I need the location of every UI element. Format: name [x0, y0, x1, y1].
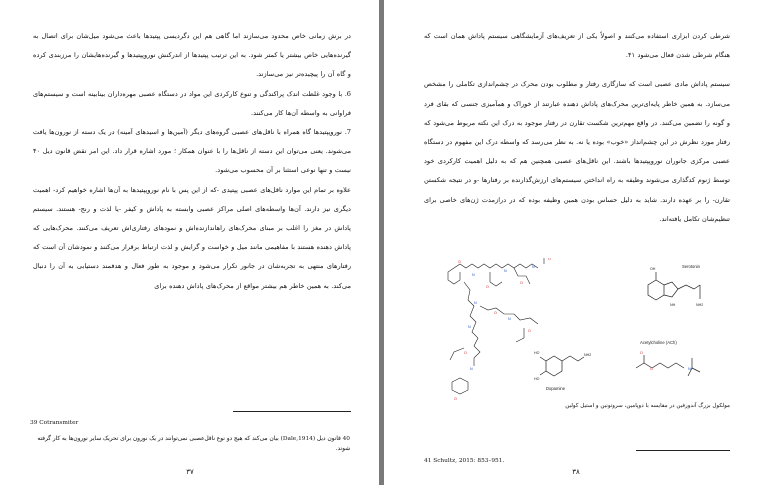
right-paragraph-2: سیستم پاداش مادی عصبی است که سازگاری رفتار و مطلوب بودن محرک در چشم‌اندازی تکاملی را مشخص می‌سازد. به همین خاطر پایه‌ای‌ترین محرک‌های پاداش دهنده عبارتند از خوراک و همآمیزی جنسی که بقای فرد و گونه را تضمین می‌کنند. در واقع مهم‌ترین شکست تقارن در رفتار موجود به درک این نکته مربوط می‌شود که رفتار مورد نظرش در این چشم‌انداز «خوب» بوده یا نه. به نظر می‌رسد که واسطه درک این مفهوم در دستگاه عصبی مرکزی جانوران نوروپپتیدها باشند. این ناقل‌های عصبی همچنین هم که به دلیل اهمیت کارکردی خود توسط ژنوم کدگذاری می‌شوند وظیفه به راه انداختن سیستم‌های ارزش‌گذارنده بر رفتارها -و در نتیجه شکستن تقارن- را بر عهده دارند. شاید به دلیل حساس بودن همین وظیفه بوده که در درازمدت ژن‌های خاصی برای تنظیم‌شان تکامل یافته‌اند. — [424, 80, 730, 223]
figure-caption: مولکول بزرگ آندورفین در مقایسه با دوپامین، سروتونین و استیل کولین — [565, 403, 730, 409]
svg-text:O: O — [528, 329, 531, 333]
left-paragraph-4: علاوه بر تمام این موارد ناقل‌های عصبی پپتیدی -که از این پس با نام نوروپپتیدها به آن‌ها اشاره خواهیم کرد- اهمیت دیگری نیز دارند. آن‌ها واسطه‌های اصلی مراکز عصبی وابسته به پاداش و کیفر -یا لذت و رنج- هستند. سیستم پاداش در مغز را اغلب بر مبنای محرک‌های راهاندازنده‌اش و نمودهای رفتاری‌اش تعریف می‌کنند. محرک‌هایی که پاداش دهنده هستند با مفاهیمی مانند میل و خواست و گرایش و لذت ارتباط برقرار می‌کنند و نمودشان آن است که رفتارهای منتهی به تجربه‌شان در جانور تکرار می‌شود و موجود به طور فعال و هدفمند دستیابی به آن را دنبال می‌کند. به همین خاطر هم بیشتر مواقع از محرک‌های پاداش دهنده برای — [33, 185, 351, 290]
svg-text:N: N — [504, 269, 507, 273]
dopamine-molecule — [540, 356, 584, 376]
ach-n-plus-label: N+ — [688, 367, 693, 371]
right-footnote-rule — [636, 450, 730, 451]
svg-text:N: N — [508, 317, 511, 321]
molecule-figure-svg — [424, 258, 724, 408]
left-page — [0, 0, 379, 485]
dopamine-label: Dopamine — [546, 386, 566, 391]
ach-carbonyl-oxygen: O — [640, 351, 643, 355]
right-paragraph-1: شرطی کردن ابزاری استفاده می‌کنند و اصولاً یکی از تعریف‌های آزمایشگاهی سیستم پاداش همان است که هنگام شرطی شدن فعال می‌شود ۴۱. — [424, 32, 730, 60]
serotonin-molecule — [648, 272, 700, 300]
svg-text:O: O — [548, 258, 551, 261]
serotonin-nh2-label: NH2 — [696, 303, 704, 307]
dopamine-ho-label-2: HO — [534, 377, 540, 381]
footnote-39: 39 Cotransmiter — [30, 420, 79, 426]
endorphin-molecule — [448, 258, 544, 394]
right-page — [384, 0, 768, 485]
left-paragraph-1: در برش زمانی خاص محدود می‌سازند اما گاهی هم این دگردیسی پپتیدها باعث می‌شود میل‌شان برای اتصال به گیرنده‌هایی خاص بیشتر یا کمتر شود. به این ترتیب پپتیدها از اندرکنش نوروپپتیدها و گیرنده‌هایشان را مرزبندی کرده و گاه آن را پیچیده‌تر نیز می‌سازند. — [33, 32, 351, 79]
dopamine-nh2-label: NH2 — [584, 353, 592, 357]
svg-text:O: O — [464, 351, 467, 355]
svg-text:O: O — [494, 311, 497, 315]
footnote-41: 41 Schultz, 2015: 853–951. — [424, 458, 505, 464]
left-footnote-rule — [233, 411, 351, 412]
svg-text:O: O — [458, 260, 461, 264]
svg-text:N: N — [470, 367, 473, 371]
dopamine-ho-label-1: HO — [534, 351, 540, 355]
svg-text:N: N — [472, 273, 475, 277]
svg-text:O: O — [486, 285, 489, 289]
serotonin-oh-label: OH — [650, 267, 656, 271]
right-body-text — [424, 27, 730, 229]
left-body-text — [33, 27, 351, 296]
svg-text:N: N — [468, 325, 471, 329]
svg-text:O: O — [520, 281, 523, 285]
serotonin-label: Serotonin — [682, 264, 700, 269]
acetylcholine-label: Acetylcholine (ACh) — [640, 340, 677, 345]
page-number-right: ۳۸ — [572, 468, 580, 476]
serotonin-nh-label: NH — [670, 303, 676, 307]
svg-text:N: N — [532, 265, 535, 269]
acetylcholine-molecule — [636, 355, 700, 376]
svg-text:N: N — [474, 301, 477, 305]
ach-oxygen: O — [650, 367, 653, 371]
left-paragraph-3: 7. نوروپپتیدها گاه همراه با ناقل‌های عصبی گروه‌های دیگر (آمین‌ها و اسیدهای آمینه) در یک دسته از نورون‌ها یافت می‌شوند. یعنی می‌توان این دسته از ناقل‌ها را با عنوان همکار ؛ مورد اشاره قرار داد. این امر نقض قانون دیل ۴۰ نیست و تنها نوعی استثنا بر آن محسوب می‌شود. — [33, 128, 351, 175]
footnote-40: 40 قانون دیل (Dale,1914) بیان می‌کند که هیچ دو نوع ناقل‌عصبی نمی‌توانند در یک نورون برای تحریک سایر نورون‌ها به کار گرفته شوند. — [37, 436, 350, 452]
svg-text:O: O — [454, 397, 457, 401]
molecule-figure — [424, 258, 724, 408]
page-number-left: ۳۷ — [186, 468, 194, 476]
left-paragraph-2: 6. با وجود غلظت اندک پراکندگی و تنوع کارکردی این مواد در دستگاه عصبی مهره‌داران بینابینه است و سیستم‌های فراوانی به واسطه آن‌ها کار می‌کنند. — [33, 89, 351, 117]
